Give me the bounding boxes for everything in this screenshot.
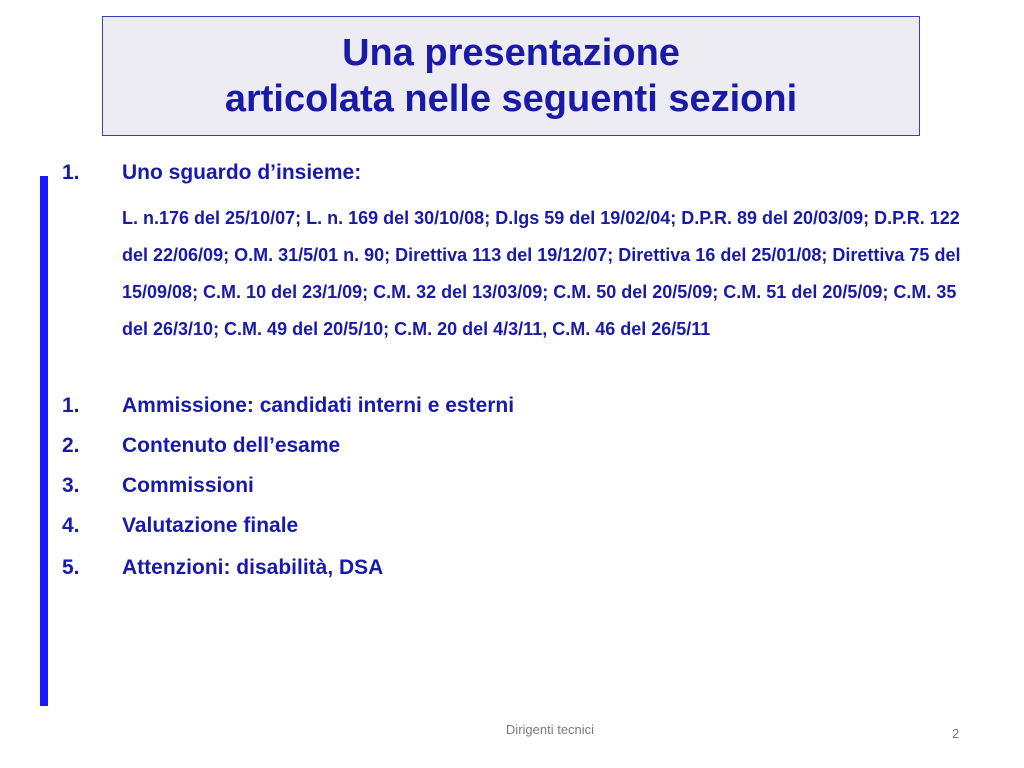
slide-title-line-2: articolata nelle seguenti sezioni [224,78,798,120]
slide-title-line-1: Una presentazione [342,32,680,74]
list-item-label: Attenzioni: disabilità, DSA [122,556,384,579]
list-item-number: 2. [62,434,80,457]
list-item-number: 1. [62,394,80,417]
legal-references-text: L. n.176 del 25/10/07; L. n. 169 del 30/10/08; D.lgs 59 del 19/02/04; D.P.R. 89 del 20/03/09; D.P.R. 122 del 22/06/09; O.M. 31/5/01 n. 90; Direttiva 113 del 19/12/07; Direttiva 16 del 25/01/08; Direttiva 75 del 15/09/08; C.M. 10 del 23/1/09; C.M. 32 del 13/03/09; C.M. 50 del 20/5/09; C.M. 51 del 20/5/09; C.M. 35 del 26/3/10; C.M. 49 del 20/5/10; C.M. 20 del 4/3/11, C.M. 46 del 26/5/11 [122,208,961,339]
list-item-number: 5. [62,556,80,579]
list-item-number: 4. [62,514,80,537]
list-item [62,513,298,539]
list-item [62,555,383,581]
list-item-label: Contenuto dell’esame [122,434,341,457]
list-item [62,473,254,499]
section-item-number: 1. [62,161,80,184]
list-item-label: Valutazione finale [122,514,299,537]
section-item-label: Uno sguardo d’insieme: [122,161,362,184]
list-item [62,433,340,459]
slide-title-box [102,16,920,136]
decorative-blue-bar [40,176,48,706]
page-number: 2 [952,726,960,741]
list-item [62,393,514,419]
list-item-label: Ammissione: candidati interni e esterni [122,394,515,417]
list-item-label: Commissioni [122,474,254,497]
list-item-number: 3. [62,474,80,497]
section-item-1 [62,160,361,186]
footer-text: Dirigenti tecnici [505,722,595,737]
